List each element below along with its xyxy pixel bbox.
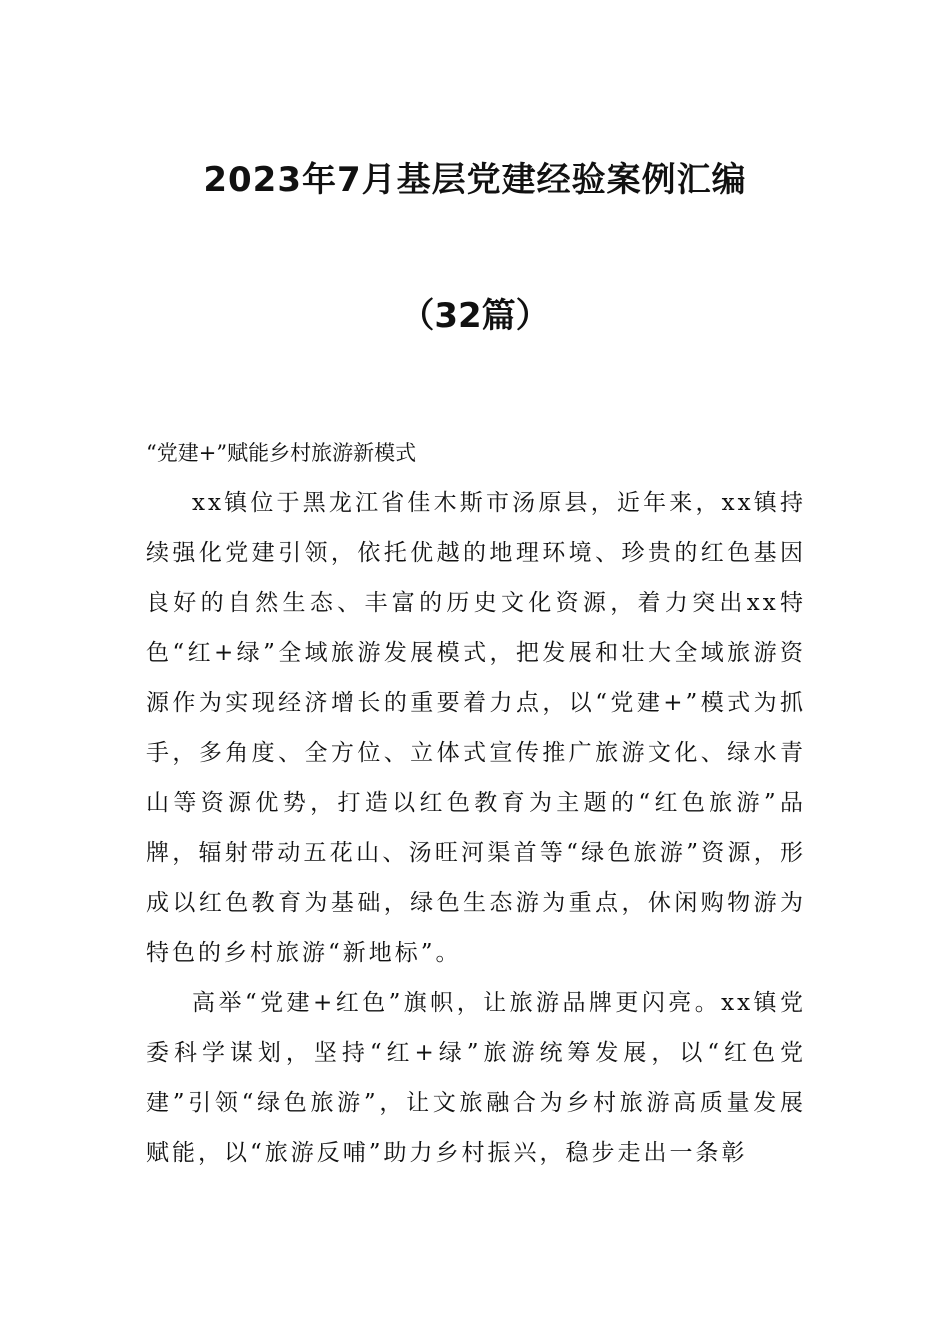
body-paragraph-1: xx镇位于黑龙江省佳木斯市汤原县，近年来，xx镇持续强化党建引领，依托优越的地理环境、珍贵的红色基因良好的自然生态、丰富的历史文化资源，着力突出xx特色“红+绿”全域旅游发展模式，把发展和壮大全域旅游资源作为实现经济增长的重要着力点，以“党建+”模式为抓手，多角度、全方位、立体式宣传推广旅游文化、绿水青山等资源优势，打造以红色教育为主题的“红色旅游”品牌，辐射带动五花山、汤旺河渠首等“绿色旅游”资源，形成以红色教育为基础，绿色生态游为重点，休闲购物游为特色的乡村旅游“新地标”。 <box>146 490 806 966</box>
section-heading: “党建+”赋能乡村旅游新模式 <box>146 441 417 465</box>
document-body <box>146 428 806 1178</box>
document-subtitle: （32篇） <box>400 296 550 336</box>
body-paragraph-2: 高举“党建+红色”旗帜，让旅游品牌更闪亮。xx镇党委科学谋划，坚持“红+绿”旅游统筹发展，以“红色党建”引领“绿色旅游”，让文旅融合为乡村旅游高质量发展赋能，以“旅游反哺”助力乡村振兴，稳步走出一条彰 <box>146 990 806 1166</box>
document-title: 2023年7月基层党建经验案例汇编 <box>203 160 747 200</box>
